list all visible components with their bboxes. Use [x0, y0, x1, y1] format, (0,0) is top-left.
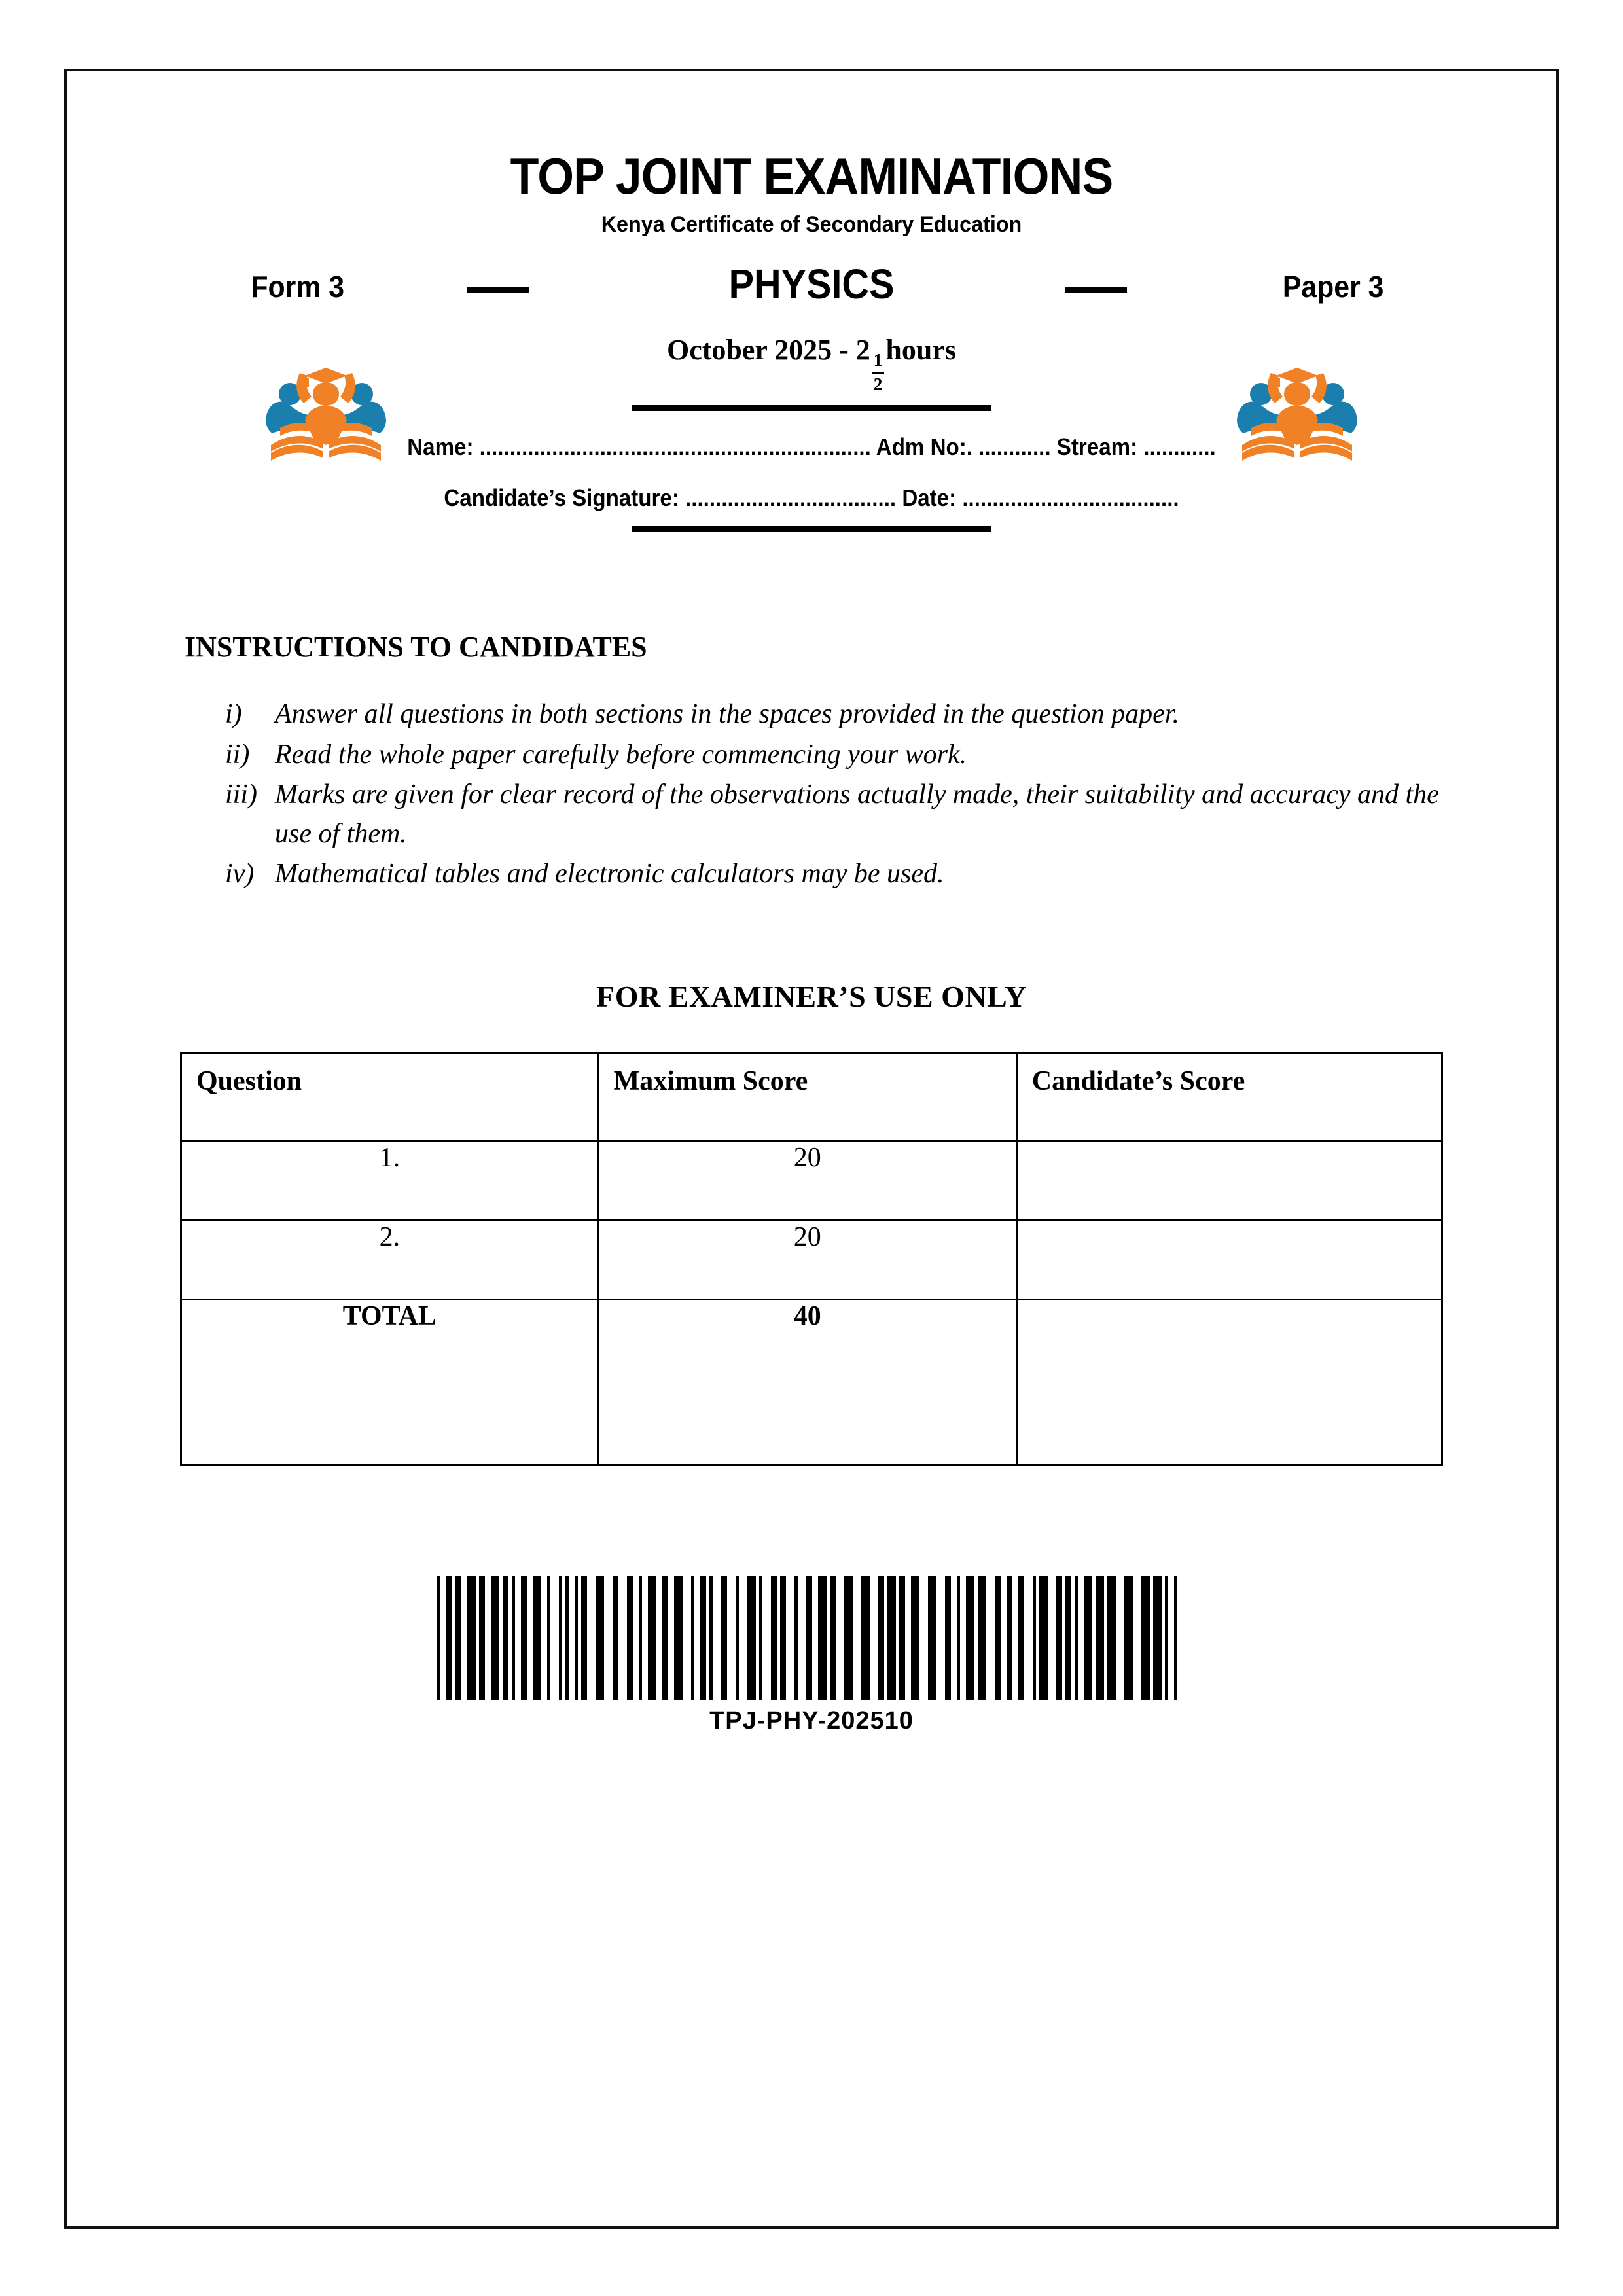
table-total-row — [181, 1300, 1442, 1465]
instruction-item — [225, 695, 1448, 734]
instruction-marker: iv) — [225, 859, 255, 889]
subject-row — [64, 260, 1559, 316]
cell-maximum-score: 20 — [598, 1141, 1016, 1221]
instruction-item — [225, 855, 1448, 894]
fraction-bar — [872, 372, 885, 374]
instruction-marker: ii) — [225, 739, 250, 770]
cell-candidate-score[interactable] — [1016, 1221, 1442, 1300]
instruction-item — [225, 776, 1448, 853]
instruction-marker: iii) — [225, 780, 257, 810]
duration-unit: hours — [885, 334, 957, 366]
cell-question-number: 2. — [181, 1221, 599, 1300]
instruction-text: Mathematical tables and electronic calculators may be used. — [275, 859, 944, 889]
subject-name: PHYSICS — [728, 260, 895, 308]
candidate-name-line[interactable]: Name: ................................................................. Adm No:. ............ Stream: ............ — [407, 433, 1216, 460]
column-header-question: Question — [181, 1053, 599, 1141]
instructions-list — [225, 695, 1448, 894]
cell-total-candidate-score[interactable] — [1016, 1300, 1442, 1465]
candidate-signature-line[interactable]: Candidate’s Signature: ................................... Date: .................................... — [444, 484, 1179, 511]
instruction-text: Marks are given for clear record of the observations actually made, their suitability and accuracy and the use of them. — [275, 780, 1439, 849]
cell-question-number: 1. — [181, 1141, 599, 1221]
barcode-image — [437, 1576, 1186, 1700]
cell-maximum-score: 20 — [598, 1221, 1016, 1300]
divider-rule-bottom — [632, 526, 991, 532]
instruction-marker: i) — [225, 698, 242, 729]
exam-date-prefix: October 2025 - 2 — [666, 334, 870, 366]
divider-rule-top — [632, 405, 991, 411]
table-header-row — [181, 1053, 1442, 1141]
exam-subtitle: Kenya Certificate of Secondary Education — [601, 212, 1022, 237]
cell-total-maximum: 40 — [598, 1300, 1016, 1465]
barcode-value: TPJ-PHY-202510 — [709, 1707, 914, 1735]
fraction-denominator: 2 — [873, 374, 883, 394]
barcode-area — [64, 1568, 1559, 1735]
examiner-use-heading: FOR EXAMINER’S USE ONLY — [596, 980, 1027, 1014]
duration-fraction — [872, 351, 885, 393]
paper-number-label: Paper 3 — [1282, 270, 1384, 304]
fraction-numerator: 1 — [873, 350, 883, 370]
instruction-text: Read the whole paper carefully before commencing your work. — [275, 739, 967, 770]
column-header-candidate-score: Candidate’s Score — [1016, 1053, 1442, 1141]
dash-right-icon — [1065, 287, 1127, 293]
header-block — [64, 69, 1559, 1735]
instruction-text: Answer all questions in both sections in the spaces provided in the question paper. — [275, 698, 1179, 729]
table-row — [181, 1141, 1442, 1221]
cell-total-label: TOTAL — [181, 1300, 599, 1465]
score-table-wrapper — [180, 1052, 1443, 1466]
table-row — [181, 1221, 1442, 1300]
form-level-label: Form 3 — [251, 270, 345, 304]
examiner-score-table — [180, 1052, 1443, 1466]
instructions-heading: INSTRUCTIONS TO CANDIDATES — [185, 630, 647, 663]
instruction-item — [225, 736, 1448, 775]
exam-title: TOP JOINT EXAMINATIONS — [510, 147, 1113, 205]
cell-candidate-score[interactable] — [1016, 1141, 1442, 1221]
column-header-maximum-score: Maximum Score — [598, 1053, 1016, 1141]
